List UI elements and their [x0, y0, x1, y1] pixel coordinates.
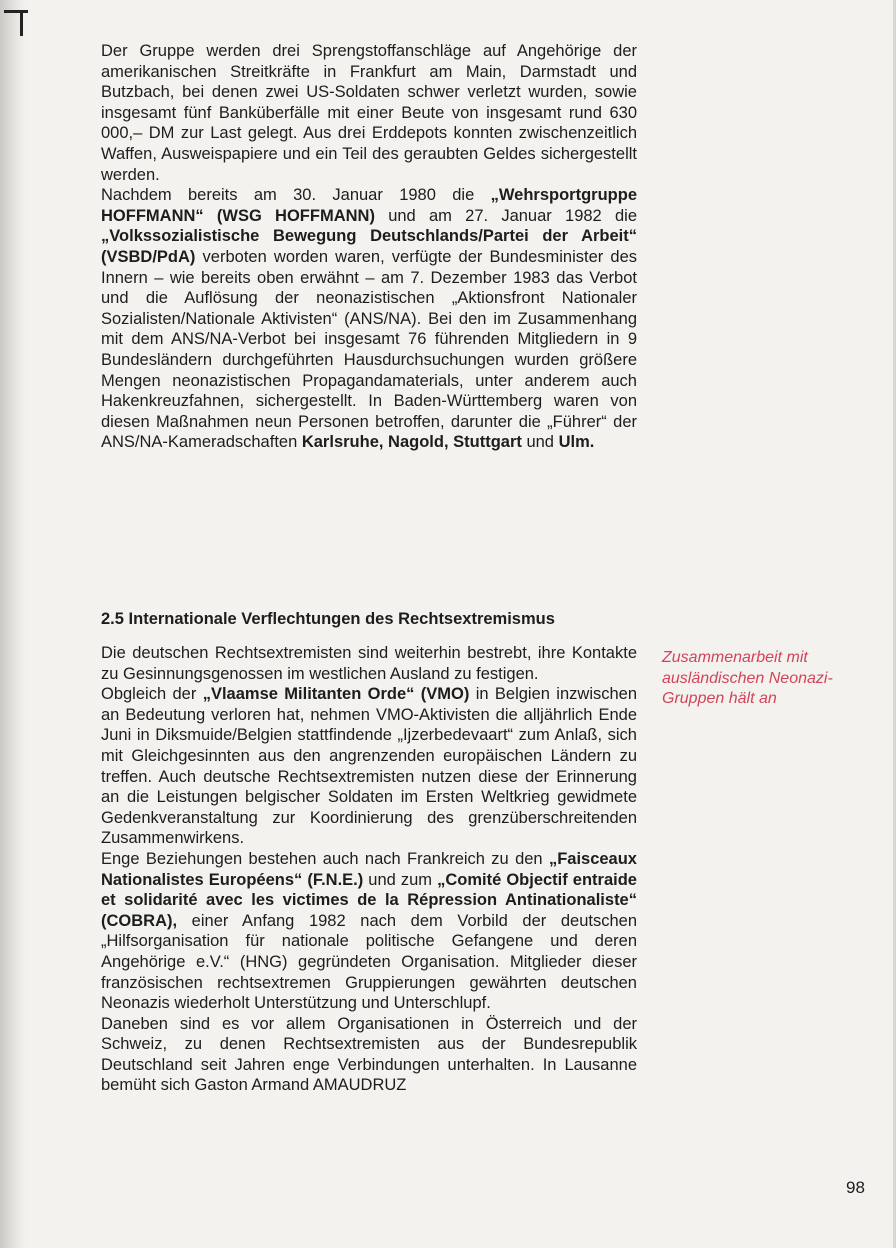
margin-note-line: Zusammenarbeit mit: [662, 649, 808, 666]
paragraph: Daneben sind es vor allem Organisationen in Österreich und der Schweiz, zu denen Rechtsextremisten aus der Bundesrepublik Deutschland seit Jahren enge Verbindungen unterhalten. In Lausanne bemüht sich Gaston Armand AMAUDRUZ: [101, 1014, 637, 1095]
section-title: Internationale Verflechtungen des Rechtsextremismus: [128, 610, 555, 628]
margin-note-line: Gruppen hält an: [662, 690, 777, 708]
paragraph: Enge Beziehungen bestehen auch nach Frankreich zu den „Faisceaux Nationalistes Européens“ (F.N.E.) und zum „Comité Objectif entraide et solidarité avec les victimes de la Répression Antinationaliste“ (COBRA), einer Anfang 1982 nach dem Vorbild der deutschen „Hilfsorganisation für nationale politische Gefangene und deren Angehörige e.V.“ (HNG) gegründeten Organisation. Mitglieder dieser französischen rechtsextremen Gruppierungen gewährten deutschen Neonazis wiederholt Unterstützung und Unterschlupf.: [101, 849, 637, 1013]
paragraph: Obgleich der „Vlaamse Militanten Orde“ (VMO) in Belgien inzwischen an Bedeutung verloren hat, nehmen VMO-Aktivisten die alljährlich Ende Juni in Diksmuide/Belgien stattfindende „Ijzerbedevaart“ zum Anlaß, sich mit Gleichgesinnten aus den angrenzenden europäischen Ländern zu treffen. Auch deutsche Rechtsextremisten nutzen diese der Erinnerung an die Leistungen belgischer Soldaten im Ersten Weltkrieg gewidmete Gedenkveranstaltung zur Koordinierung des grenzüberschreitenden Zusammenwirkens.: [101, 685, 638, 848]
section-heading: [101, 609, 637, 630]
text-block-upper: [101, 41, 637, 453]
paragraph: Die deutschen Rechtsextremisten sind weiterhin bestrebt, ihre Kontakte zu Gesinnungsgenossen im westlichen Ausland zu festigen.: [101, 644, 637, 683]
margin-note: [662, 648, 877, 710]
section-number: 2.5: [101, 610, 124, 628]
text-block-lower: [101, 643, 637, 1096]
paragraph: Nachdem bereits am 30. Januar 1980 die „Wehrsportgruppe HOFFMANN“ (WSG HOFFMANN) und am 27. Januar 1982 die „Volkssozialistische Bewegung Deutschlands/Partei der Arbeit“ (VSBD/PdA) verboten worden waren, verfügte der Bundesminister des Innern – wie bereits oben erwähnt – am 7. Dezember 1983 das Verbot und die Auflösung der neonazistischen „Aktionsfront Nationaler Sozialisten/Nationale Aktivisten“ (ANS/NA). Bei den im Zusammenhang mit dem ANS/NA-Verbot bei insgesamt 76 führenden Mitgliedern in 9 Bundesländern durchgeführten Hausdurchsuchungen wurden größere Mengen neonazistischen Propagandamaterials, unter anderem auch Hakenkreuzfahnen, sichergestellt. In Baden-Württemberg waren von diesen Maßnahmen neun Personen betroffen, darunter die „Führer“ der ANS/NA-Kameradschaften Karlsruhe, Nagold, Stuttgart und Ulm.: [101, 186, 637, 452]
paragraph: Der Gruppe werden drei Sprengstoffanschläge auf Angehörige der amerikanischen Streitkräfte in Frankfurt am Main, Darmstadt und Butzbach, bei denen zwei US-Soldaten schwer verletzt wurden, sowie insgesamt fünf Banküberfälle mit einer Beute von insgesamt rund 630 000,– DM zur Last gelegt. Aus drei Erddepots konnten zwischenzeitlich Waffen, Ausweispapiere und ein Teil des geraubten Geldes sichergestellt werden.: [101, 42, 637, 184]
page-number: 98: [846, 1178, 865, 1197]
binding-edge: [0, 0, 26, 1248]
crop-mark: [20, 10, 23, 36]
crop-mark: [4, 10, 28, 13]
margin-note-line: ausländischen Neonazi-: [662, 669, 833, 687]
